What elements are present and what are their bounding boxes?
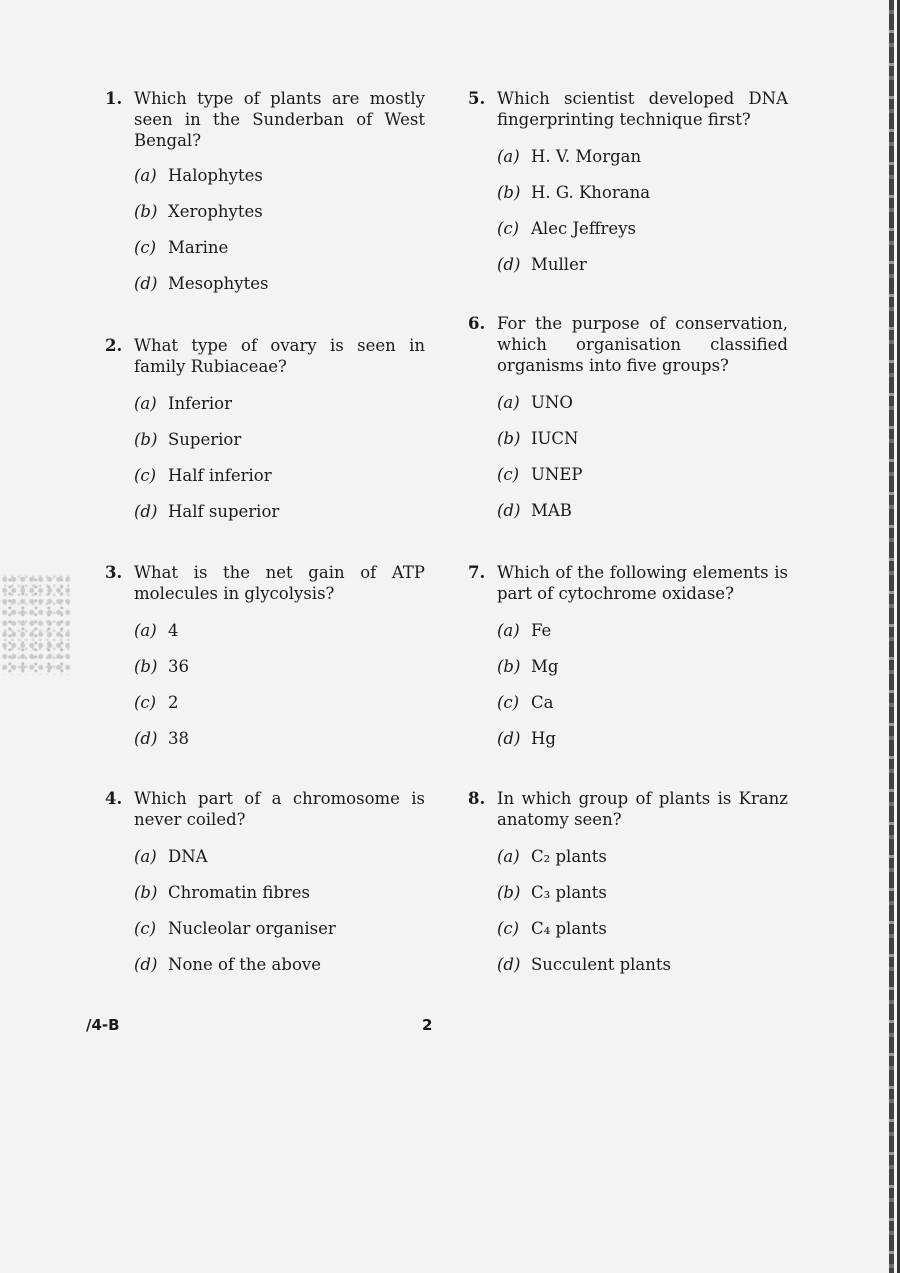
option: (b) Xerophytes [134,202,263,221]
question-number: 7. [468,563,486,582]
option: (d) Mesophytes [134,274,269,293]
option: (a) DNA [134,847,208,866]
option: (b) 36 [134,657,189,676]
question-number: 4. [105,789,123,808]
option: (c) UNEP [497,465,583,484]
option: (a) Fe [497,621,552,640]
question-2 [105,335,425,537]
option: (c) Half inferior [134,466,272,485]
option: (d) 38 [134,729,189,748]
option: (a) 4 [134,621,179,640]
question-4 [105,788,425,990]
question-7 [468,562,788,764]
option: (c) Ca [497,693,554,712]
page-number: 2 [422,1016,433,1034]
question-number: 1. [105,89,123,108]
option: (a) Halophytes [134,166,263,185]
booklet-code: /4-B [86,1016,120,1034]
question-text: In which group of plants is Kranz anatomy seen? [497,789,788,829]
option: (d) Half superior [134,502,280,521]
option: (c) 2 [134,693,179,712]
question-number: 2. [105,336,123,355]
question-text: Which part of a chromosome is never coiled? [134,789,425,829]
scan-edge-artifact [889,0,894,1273]
question-3 [105,562,425,764]
option: (c) Nucleolar organiser [134,919,336,938]
option: (c) C₄ plants [497,919,607,938]
option: (d) MAB [497,501,572,520]
option: (b) C₃ plants [497,883,607,902]
option: (a) H. V. Morgan [497,147,642,166]
question-number: 8. [468,789,486,808]
question-6 [468,313,788,536]
option: (d) Hg [497,729,556,748]
option: (a) Inferior [134,394,233,413]
question-number: 5. [468,89,486,108]
question-number: 6. [468,314,486,333]
question-5 [468,88,788,290]
option: (a) UNO [497,393,573,412]
option: (a) C₂ plants [497,847,607,866]
question-8 [468,788,788,990]
question-text: Which scientist developed DNA fingerprinting technique first? [497,89,788,129]
question-text: Which of the following elements is part of cytochrome oxidase? [497,563,788,603]
question-text: Which type of plants are mostly seen in the Sunderban of West Bengal? [134,89,425,150]
scan-speckle [2,575,70,675]
question-1 [105,88,425,309]
option: (d) Muller [497,255,587,274]
question-text: What is the net gain of ATP molecules in glycolysis? [134,563,425,603]
option: (c) Alec Jeffreys [497,219,636,238]
question-number: 3. [105,563,123,582]
option: (d) Succulent plants [497,955,671,974]
option: (c) Marine [134,238,229,257]
option: (b) Mg [497,657,559,676]
question-text: For the purpose of conservation, which organisation classified organisms into five groups? [497,314,788,375]
option: (b) Chromatin fibres [134,883,311,902]
option: (d) None of the above [134,955,321,974]
option: (b) H. G. Khorana [497,183,651,202]
option: (b) IUCN [497,429,579,448]
option: (b) Superior [134,430,242,449]
question-text: What type of ovary is seen in family Rubiaceae? [134,336,425,376]
